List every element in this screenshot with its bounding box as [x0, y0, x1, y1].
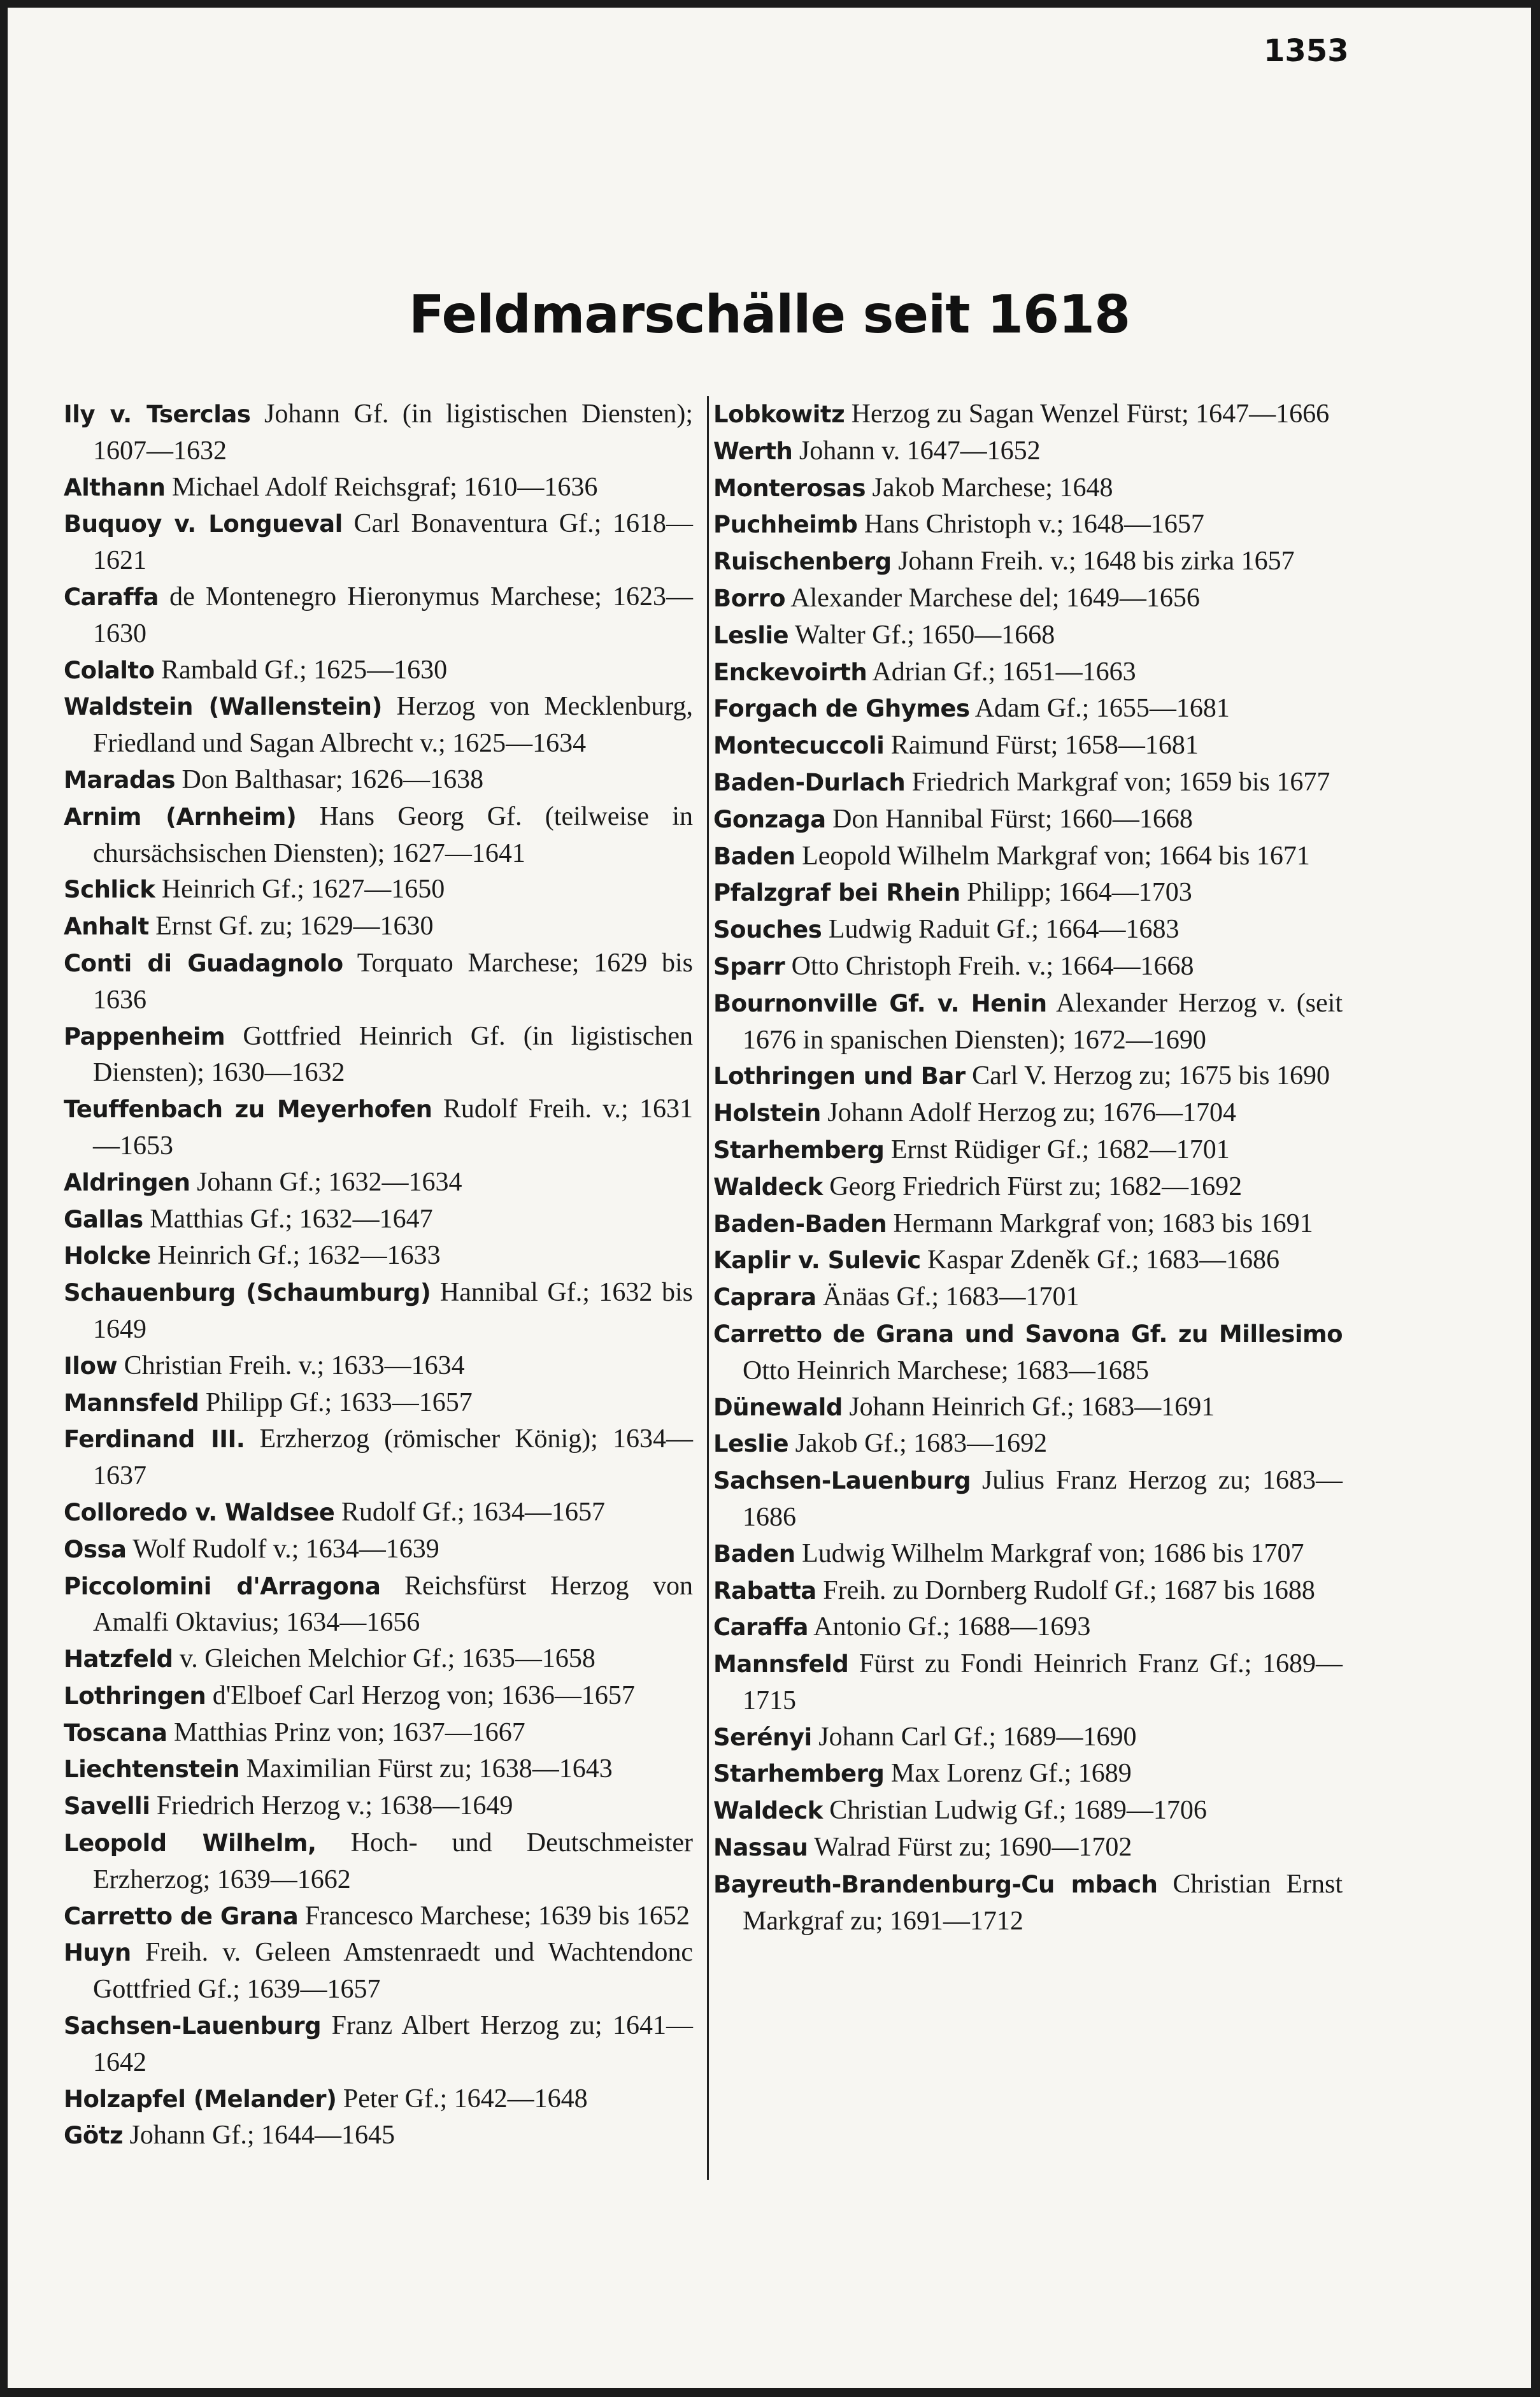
entry-surname: Starhemberg	[713, 1760, 885, 1788]
register-entry	[713, 396, 1343, 433]
register-entry	[64, 871, 693, 908]
entry-details: Georg Friedrich Fürst zu; 1682—1692	[822, 1171, 1243, 1201]
entry-details: Wolf Rudolf v.; 1634—1639	[126, 1534, 439, 1564]
entry-details: Hans Georg Gf. (teilweise in chursächsischen Diensten); 1627—1641	[93, 801, 693, 868]
register-entry	[64, 2008, 693, 2081]
entry-surname: Buquoy v. Longueval	[64, 510, 343, 538]
entry-surname: Forgach de Ghymes	[713, 695, 970, 723]
register-entry	[713, 838, 1343, 875]
register-entry	[64, 652, 693, 689]
entry-surname: Waldeck	[713, 1797, 823, 1825]
register-entry	[713, 1609, 1343, 1646]
entry-details: Rambald Gf.; 1625—1630	[154, 655, 448, 685]
entry-details: Franz Albert Herzog zu; 1641—1642	[93, 2011, 693, 2077]
register-entry	[713, 1206, 1343, 1243]
entry-surname: Mannsfeld	[713, 1650, 849, 1678]
entry-surname: Ferdinand III.	[64, 1426, 245, 1454]
entry-details: d'Elboef Carl Herzog von; 1636—1657	[206, 1680, 635, 1710]
entry-details: Adrian Gf.; 1651—1663	[867, 657, 1136, 687]
entry-surname: Colalto	[64, 656, 155, 684]
register-entry	[713, 1389, 1343, 1426]
entry-details: Johann Carl Gf.; 1689—1690	[811, 1722, 1137, 1752]
entry-details: Antonio Gf.; 1688—1693	[808, 1612, 1091, 1642]
entry-surname: Holstein	[713, 1099, 821, 1127]
entry-surname: Huyn	[64, 1939, 131, 1967]
entry-surname: Waldeck	[713, 1173, 823, 1201]
entry-surname: Waldstein (Wallenstein)	[64, 693, 382, 721]
entry-surname: Baden	[713, 842, 795, 870]
entry-surname: Ruischenberg	[713, 548, 892, 576]
right-column	[713, 396, 1343, 1939]
entry-details: Walrad Fürst zu; 1690—1702	[808, 1833, 1132, 1863]
register-entry	[64, 1568, 693, 1642]
entry-surname: Liechtenstein	[64, 1756, 240, 1784]
register-entry	[713, 801, 1343, 838]
entry-details: Johann Freih. v.; 1648 bis zirka 1657	[891, 547, 1295, 576]
entry-details: Kaspar Zdeněk Gf.; 1683—1686	[920, 1245, 1280, 1275]
register-entry	[64, 469, 693, 506]
entry-surname: Bournonville Gf. v. Henin	[713, 989, 1047, 1017]
entry-surname: Anhalt	[64, 913, 149, 941]
entry-details: Freih. zu Dornberg Rudolf Gf.; 1687 bis 1688	[816, 1575, 1315, 1605]
register-entry	[64, 1788, 693, 1825]
register-entry	[64, 1091, 693, 1164]
entry-surname: Serényi	[713, 1723, 812, 1751]
register-entry	[713, 1132, 1343, 1169]
entry-details: Christian Freih. v.; 1633—1634	[117, 1350, 465, 1380]
entry-surname: Savelli	[64, 1792, 150, 1821]
entry-details: de Montenegro Hieronymus Marchese; 1623—1630	[93, 582, 693, 648]
register-entry	[713, 1316, 1343, 1389]
register-entry	[713, 690, 1343, 727]
register-entry	[64, 2081, 693, 2118]
entry-surname: Rabatta	[713, 1577, 816, 1605]
entry-surname: Bayreuth-Brandenburg-Cu mbach	[713, 1870, 1158, 1898]
register-entry	[64, 908, 693, 945]
entry-surname: Ilow	[64, 1352, 118, 1380]
entry-details: Peter Gf.; 1642—1648	[336, 2084, 588, 2114]
entry-surname: Arnim (Arnheim)	[64, 803, 297, 831]
entry-surname: Sachsen-Lauenburg	[713, 1467, 971, 1495]
register-entry	[64, 1641, 693, 1678]
entry-details: Hermann Markgraf von; 1683 bis 1691	[887, 1208, 1313, 1238]
entry-details: Alexander Marchese del; 1649—1656	[785, 583, 1200, 613]
entry-details: v. Gleichen Melchior Gf.; 1635—1658	[173, 1644, 595, 1674]
entry-surname: Conti di Guadagnolo	[64, 949, 343, 977]
entry-surname: Baden-Baden	[713, 1210, 887, 1238]
entry-details: Hans Christoph v.; 1648—1657	[857, 510, 1204, 540]
entry-details: Johann v. 1647—1652	[792, 436, 1041, 466]
entry-surname: Caraffa	[713, 1614, 808, 1642]
entry-details: Heinrich Gf.; 1627—1650	[155, 875, 445, 905]
register-entry	[64, 396, 693, 469]
entry-details: Erzherzog (römischer König); 1634—1637	[93, 1424, 693, 1491]
entry-details: Otto Christoph Freih. v.; 1664—1668	[785, 951, 1194, 981]
entry-details: Herzog zu Sagan Wenzel Fürst; 1647—1666	[845, 399, 1330, 429]
page-title: Feldmarschälle seit 1618	[408, 285, 1130, 345]
entry-surname: Lobkowitz	[713, 401, 845, 428]
entry-surname: Piccolomini d'Arragona	[64, 1572, 381, 1600]
register-entry	[64, 579, 693, 652]
entry-surname: Götz	[64, 2122, 124, 2150]
entry-surname: Souches	[713, 916, 822, 944]
entry-surname: Nassau	[713, 1834, 808, 1862]
register-entry	[713, 1095, 1343, 1132]
entry-details: Ludwig Raduit Gf.; 1664—1683	[822, 915, 1180, 945]
entry-surname: Teuffenbach zu Meyerhofen	[64, 1096, 432, 1124]
register-entry	[64, 1715, 693, 1752]
entry-details: Raimund Fürst; 1658—1681	[884, 731, 1199, 761]
entry-surname: Lothringen	[64, 1682, 206, 1710]
register-entry	[713, 1829, 1343, 1866]
register-entry	[713, 1058, 1343, 1095]
left-column	[64, 396, 693, 2154]
entry-details: Torquato Marchese; 1629 bis 1636	[93, 948, 693, 1015]
register-entry	[713, 875, 1343, 912]
register-entry	[64, 2117, 693, 2154]
register-entry	[64, 506, 693, 579]
entry-surname: Leopold Wilhelm,	[64, 1829, 317, 1857]
register-entry	[713, 1169, 1343, 1206]
register-entry	[713, 1536, 1343, 1573]
register-entry	[713, 1792, 1343, 1829]
register-entry	[64, 1751, 693, 1788]
entry-details: Don Balthasar; 1626—1638	[175, 764, 484, 794]
entry-details: Max Lorenz Gf.; 1689	[884, 1759, 1132, 1789]
entry-surname: Ossa	[64, 1535, 127, 1563]
register-entry	[713, 948, 1343, 985]
register-entry	[713, 1646, 1343, 1719]
entry-details: Carl V. Herzog zu; 1675 bis 1690	[965, 1061, 1330, 1091]
book-page	[8, 8, 1531, 2388]
entry-details: Francesco Marchese; 1639 bis 1652	[298, 1901, 690, 1931]
entry-details: Herzog von Mecklenburg, Friedland und Sagan Albrecht v.; 1625—1634	[93, 692, 693, 759]
register-entry	[64, 1825, 693, 1898]
register-entry	[713, 1426, 1343, 1463]
register-entry	[713, 1756, 1343, 1792]
register-entry	[713, 470, 1343, 507]
entry-surname: Althann	[64, 473, 166, 501]
register-entry	[64, 1935, 693, 2008]
register-entry	[64, 799, 693, 872]
entry-details: Michael Adolf Reichsgraf; 1610—1636	[165, 472, 598, 502]
entry-surname: Leslie	[713, 621, 789, 649]
entry-surname: Leslie	[713, 1430, 789, 1458]
register-entry	[713, 764, 1343, 801]
entry-details: Ernst Rüdiger Gf.; 1682—1701	[884, 1134, 1230, 1164]
entry-details: Reichsfürst Herzog von Amalfi Oktavius; 1634—1656	[93, 1571, 694, 1638]
register-entry	[713, 433, 1343, 470]
entry-details: Hannibal Gf.; 1632 bis 1649	[93, 1278, 693, 1344]
entry-surname: Schlick	[64, 876, 155, 904]
entry-details: Friedrich Markgraf von; 1659 bis 1677	[905, 767, 1330, 797]
entry-surname: Baden-Durlach	[713, 768, 906, 796]
entry-details: Jakob Marchese; 1648	[866, 473, 1113, 503]
entry-surname: Aldringen	[64, 1168, 190, 1196]
register-entry	[64, 1531, 693, 1568]
entry-details: Rudolf Freih. v.; 1631—1653	[93, 1094, 694, 1161]
register-entry	[713, 654, 1343, 691]
entry-details: Christian Ernst Markgraf zu; 1691—1712	[743, 1869, 1343, 1936]
entry-surname: Kaplir v. Sulevic	[713, 1247, 921, 1275]
register-entry	[713, 1463, 1343, 1536]
entry-details: Walter Gf.; 1650—1668	[788, 620, 1055, 650]
register-entry	[713, 1242, 1343, 1279]
register-entry	[713, 1573, 1343, 1610]
entry-surname: Hatzfeld	[64, 1645, 173, 1673]
entry-surname: Holcke	[64, 1242, 151, 1270]
entry-details: Fürst zu Fondi Heinrich Franz Gf.; 1689—1715	[743, 1649, 1343, 1715]
entry-details: Philipp; 1664—1703	[960, 878, 1192, 908]
entry-surname: Gallas	[64, 1205, 143, 1233]
register-entry	[64, 1494, 693, 1531]
register-entry	[64, 1164, 693, 1201]
entry-details: Carl Bonaventura Gf.; 1618—1621	[93, 509, 694, 576]
entry-details: Ernst Gf. zu; 1629—1630	[148, 912, 434, 941]
entry-details: Johann Gf. (in ligistischen Diensten); 1607—1632	[93, 399, 693, 466]
entry-surname: Lothringen und Bar	[713, 1063, 966, 1091]
register-entry	[64, 689, 693, 762]
entry-details: Friedrich Herzog v.; 1638—1649	[150, 1791, 513, 1821]
register-entry	[64, 1348, 693, 1385]
entry-surname: Pappenheim	[64, 1022, 225, 1050]
entry-surname: Mannsfeld	[64, 1389, 199, 1417]
entry-surname: Ily v. Tserclas	[64, 401, 251, 428]
register-entry	[713, 912, 1343, 948]
entry-surname: Sparr	[713, 952, 785, 980]
entry-surname: Carretto de Grana	[64, 1902, 299, 1930]
entry-surname: Carretto de Grana und Savona Gf. zu Millesimo	[713, 1320, 1343, 1348]
entry-surname: Schauenburg (Schaumburg)	[64, 1279, 431, 1307]
entry-surname: Pfalzgraf bei Rhein	[713, 879, 960, 907]
register-entry	[713, 580, 1343, 617]
entry-details: Julius Franz Herzog zu; 1683—1686	[743, 1466, 1343, 1532]
entry-surname: Werth	[713, 437, 793, 465]
entry-details: Freih. v. Geleen Amstenraedt und Wachtendonc Gottfried Gf.; 1639—1657	[93, 1938, 693, 2005]
register-entry	[64, 1238, 693, 1275]
entry-details: Leopold Wilhelm Markgraf von; 1664 bis 1671	[795, 841, 1310, 871]
entry-details: Christian Ludwig Gf.; 1689—1706	[822, 1796, 1207, 1826]
entry-surname: Caraffa	[64, 583, 159, 611]
entry-surname: Gonzaga	[713, 805, 826, 833]
register-entry	[713, 1719, 1343, 1756]
register-entry	[713, 1279, 1343, 1316]
entry-surname: Dünewald	[713, 1393, 843, 1421]
register-entry	[64, 762, 693, 799]
register-entry	[64, 945, 693, 1019]
entry-details: Johann Heinrich Gf.; 1683—1691	[842, 1392, 1215, 1422]
entry-surname: Caprara	[713, 1284, 816, 1312]
entry-details: Adam Gf.; 1655—1681	[969, 694, 1230, 724]
register-entry	[713, 543, 1343, 580]
entry-details: Don Hannibal Fürst; 1660—1668	[825, 804, 1193, 834]
page-number: 1353	[1264, 33, 1349, 69]
register-entry	[64, 1019, 693, 1092]
entry-details: Maximilian Fürst zu; 1638—1643	[239, 1754, 613, 1784]
register-entry	[64, 1678, 693, 1715]
register-entry	[64, 1421, 693, 1494]
register-entry	[64, 1201, 693, 1238]
entry-surname: Montecuccoli	[713, 732, 885, 760]
register-entry	[64, 1898, 693, 1935]
entry-details: Ludwig Wilhelm Markgraf von; 1686 bis 1707	[795, 1538, 1304, 1568]
entry-surname: Baden	[713, 1540, 795, 1568]
entry-details: Änäas Gf.; 1683—1701	[816, 1282, 1080, 1312]
entry-surname: Puchheimb	[713, 511, 858, 539]
register-entry	[713, 985, 1343, 1059]
entry-surname: Monterosas	[713, 474, 866, 502]
entry-details: Rudolf Gf.; 1634—1657	[334, 1497, 606, 1527]
register-entry	[713, 1866, 1343, 1940]
register-entry	[713, 727, 1343, 764]
register-entry	[64, 1385, 693, 1422]
entry-details: Matthias Prinz von; 1637—1667	[167, 1717, 525, 1747]
entry-details: Otto Heinrich Marchese; 1683—1685	[743, 1356, 1150, 1385]
entry-surname: Starhemberg	[713, 1136, 885, 1164]
entry-details: Johann Gf.; 1632—1634	[190, 1167, 462, 1197]
entry-surname: Maradas	[64, 766, 175, 794]
register-entry	[713, 506, 1343, 543]
entry-surname: Sachsen-Lauenburg	[64, 2012, 322, 2040]
register-entry	[713, 617, 1343, 654]
entry-details: Jakob Gf.; 1683—1692	[788, 1429, 1048, 1459]
entry-surname: Toscana	[64, 1719, 168, 1747]
entry-details: Philipp Gf.; 1633—1657	[199, 1387, 473, 1417]
entry-details: Hoch- und Deutschmeister Erzherzog; 1639—1662	[93, 1828, 693, 1894]
column-divider	[707, 396, 709, 2180]
register-entry	[64, 1275, 693, 1348]
entry-details: Johann Gf.; 1644—1645	[123, 2121, 395, 2150]
entry-surname: Holzapfel (Melander)	[64, 2085, 337, 2113]
entry-details: Alexander Herzog v. (seit 1676 in spanischen Diensten); 1672—1690	[743, 988, 1343, 1055]
entry-details: Matthias Gf.; 1632—1647	[143, 1204, 433, 1234]
entry-details: Heinrich Gf.; 1632—1633	[150, 1241, 441, 1271]
entry-surname: Enckevoirth	[713, 658, 867, 686]
entry-surname: Colloredo v. Waldsee	[64, 1498, 335, 1526]
entry-details: Gottfried Heinrich Gf. (in ligistischen Diensten); 1630—1632	[93, 1021, 693, 1088]
entry-surname: Borro	[713, 584, 786, 612]
entry-details: Johann Adolf Herzog zu; 1676—1704	[820, 1098, 1236, 1128]
